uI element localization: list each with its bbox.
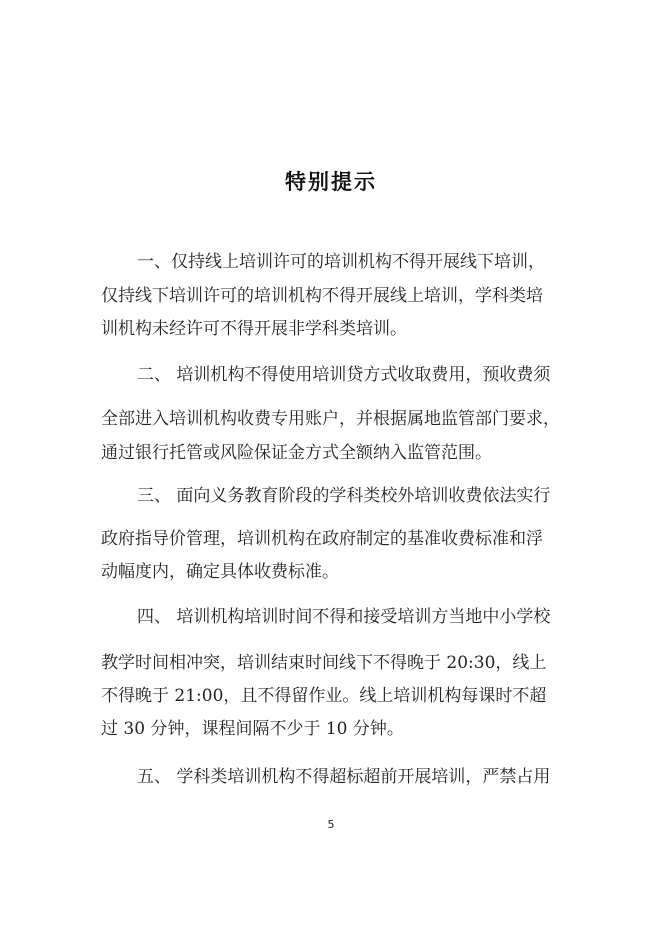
- paragraph-4-line-1: 四、 培训机构培训时间不得和接受培训方当地中小学校: [137, 607, 551, 627]
- paragraph-5-line-1: 五、 学科类培训机构不得超标超前开展培训，严禁占用: [137, 767, 551, 787]
- paragraph-1-line-1: 一、仅持线上培训许可的培训机构不得开展线下培训，: [137, 252, 545, 272]
- paragraph-4-line-3: 不得晚于 21:00，且不得留作业。线上培训机构每课时不超: [101, 686, 547, 706]
- document-title: 特别提示: [285, 169, 377, 194]
- paragraph-4-line-2: 教学时间相冲突，培训结束时间线下不得晚于 20:30，线上: [101, 653, 547, 673]
- paragraph-1-line-2: 仅持线下培训许可的培训机构不得开展线上培训，学科类培: [101, 286, 543, 306]
- paragraph-3-line-2: 政府指导价管理，培训机构在政府制定的基准收费标准和浮: [101, 529, 543, 549]
- paragraph-3-line-1: 三、 面向义务教育阶段的学科类校外培训收费依法实行: [137, 486, 551, 506]
- paragraph-2-line-1: 二、 培训机构不得使用培训贷方式收取费用，预收费须: [137, 365, 551, 385]
- paragraph-1-line-3: 训机构未经许可不得开展非学科类培训。: [101, 319, 407, 339]
- paragraph-2-line-3: 通过银行托管或风险保证金方式全额纳入监管范围。: [101, 443, 492, 463]
- paragraph-2-line-2: 全部进入培训机构收费专用账户，并根据属地监管部门要求，: [101, 409, 560, 429]
- page-number: 5: [327, 818, 335, 831]
- paragraph-4-line-4: 过 30 分钟，课程间隔不少于 10 分钟。: [101, 719, 404, 739]
- paragraph-3-line-3: 动幅度内，确定具体收费标准。: [101, 562, 339, 582]
